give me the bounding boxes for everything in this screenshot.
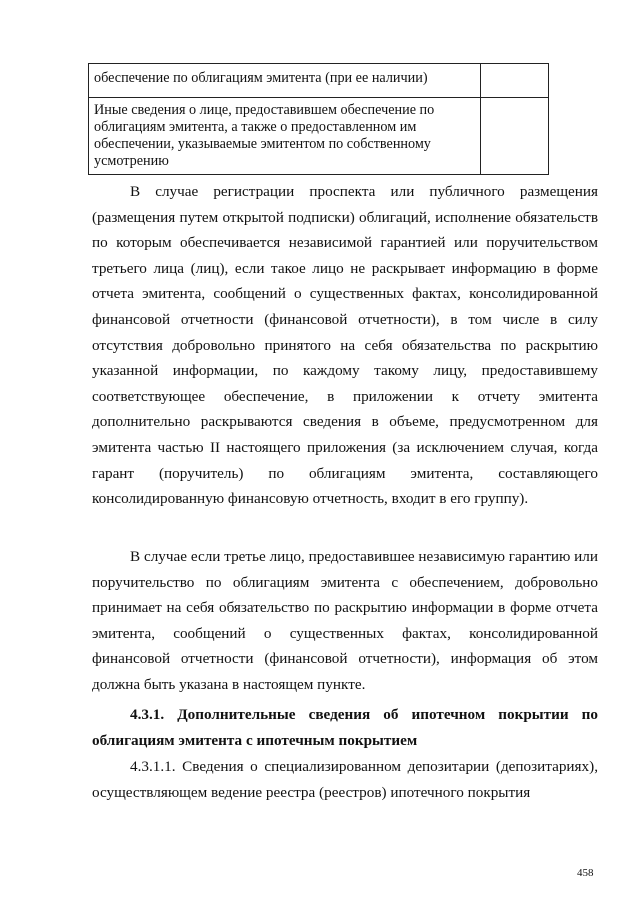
page-number: 458 [577, 867, 594, 879]
table-cell-label: обеспечение по облигациям эмитента (при ее наличии) [89, 64, 481, 98]
section-heading: 4.3.1. Дополнительные сведения об ипотечном покрытии по облигациям эмитента с ипотечным покрытием [92, 706, 598, 749]
table-row [89, 98, 549, 175]
table-cell-label: Иные сведения о лице, предоставившем обеспечение по облигациям эмитента, а также о предоставленном им обеспечении, указываемые эмитентом по собственному усмотрению [89, 98, 481, 175]
table-cell-value [481, 64, 549, 98]
paragraph-depositary: 4.3.1.1. Сведения о специализированном депозитарии (депозитариях), осуществляющем ведение реестра (реестров) ипотечного покрытия [92, 758, 598, 801]
table-row [89, 64, 549, 98]
info-table [88, 63, 549, 175]
paragraph-voluntary-disclosure: В случае если третье лицо, предоставившее независимую гарантию или поручительство по облигациям эмитента с обеспечением, добровольно принимает на себя обязательство по раскрытию информации в форме отчета эмитента, сообщений о существенных фактах, консолидированной финансовой отчетности (финансовой отчетности), информация об этом должна быть указана в настоящем пункте. [92, 548, 598, 693]
paragraph-guarantor-disclosure: В случае регистрации проспекта или публичного размещения (размещения путем открытой подписки) облигаций, исполнение обязательств по которым обеспечивается независимой гарантией или поручительством третьего лица (лиц), если такое лицо не раскрывает информацию в форме отчета эмитента, сообщений о существенных фактах, консолидированной финансовой отчетности (финансовой отчетности), в том числе в силу отсутствия добровольно принятого на себя обязательства по раскрытию указанной информации, по каждому такому лицу, предоставившему соответствующее обеспечение, в приложении к отчету эмитента дополнительно раскрываются сведения в объеме, предусмотренном для эмитента частью II настоящего приложения (за исключением случая, когда гарант (поручитель) по облигациям эмитента, составляющего консолидированную финансовую отчетность, входит в его группу). [92, 183, 598, 508]
table-cell-value [481, 98, 549, 175]
